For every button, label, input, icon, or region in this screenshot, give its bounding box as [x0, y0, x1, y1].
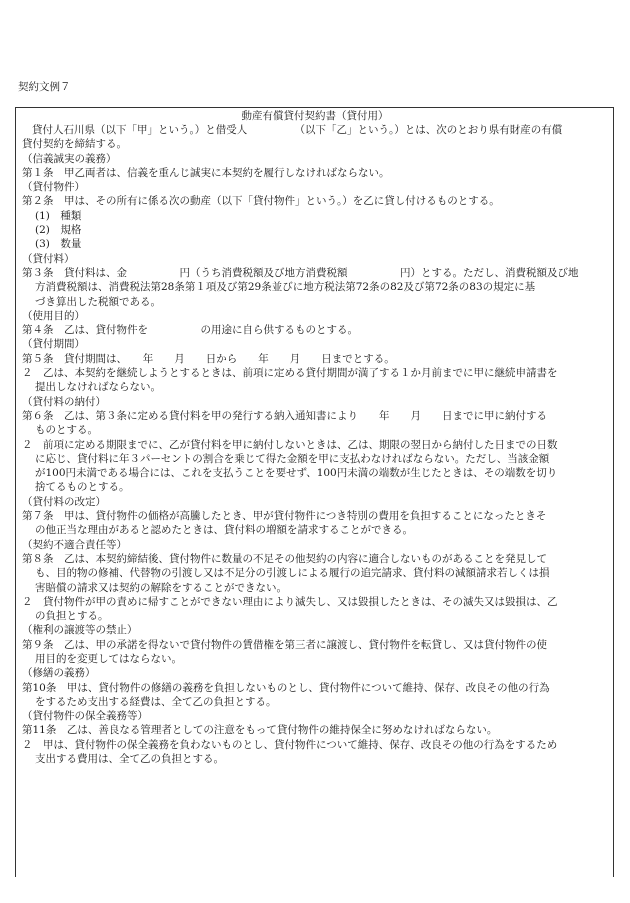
contract-line: 第８条 乙は、本契約締結後、貸付物件に数量の不足その他契約の内容に適合しないものがあることを発見して: [22, 552, 547, 565]
contract-line: 支出する費用は、全て乙の負担とする。: [35, 753, 224, 766]
contract-line: 貸付人石川県（以下「甲」という。）と借受人 （以下「乙」という。）とは、次のとおり県有財産の有償: [32, 124, 563, 136]
contract-line: 第10条 甲は、貸付物件の修繕の義務を負担しないものとし、貸付物件について維持、保存、改良その他の行為: [22, 681, 550, 694]
contract-line: 貸付契約を締結する。: [22, 138, 127, 151]
contract-line: 害賠償の請求又は契約の解除をすることができない。: [35, 581, 287, 594]
contract-line: ２ 甲は、貸付物件の保全義務を負わないものとし、貸付物件について維持、保存、改良その他の行為をするため: [22, 738, 558, 751]
contract-line: （貸付物件の保全義務等）: [22, 710, 148, 723]
contract-line: （契約不適合責任等）: [22, 538, 127, 551]
contract-line: (2) 規格: [35, 224, 82, 237]
contract-line: 用目的を変更してはならない。: [35, 652, 182, 665]
contract-line: づき算出した税額である。: [35, 295, 161, 308]
contract-line: に応じ、貸付料に年３パーセントの割合を乗じて得た金額を甲に支払わなければならない。ただし、当該金額: [35, 452, 550, 465]
contract-line: （修繕の義務）: [22, 667, 96, 680]
contract-line: 第３条 貸付料は、金 円（うち消費税額及び地方消費税額 円）とする。ただし、消費税額及び地: [22, 266, 579, 279]
contract-line: の負担とする。: [35, 610, 109, 623]
contract-line: （貸付料）: [22, 252, 75, 265]
contract-line: も、目的物の修補、代替物の引渡し又は不足分の引渡しによる履行の追完請求、貸付料の減額請求若しくは損: [35, 567, 550, 580]
contract-document-box: [15, 107, 614, 877]
contract-line: （貸付物件）: [22, 181, 85, 194]
contract-line: 第７条 甲は、貸付物件の価格が高騰したとき、甲が貸付物件につき特別の費用を負担することになったときそ: [22, 510, 547, 523]
contract-line: 第５条 貸付期間は、 年 月 日から 年 月 日までとする。: [22, 352, 395, 365]
contract-line: 捨てるものとする。: [35, 481, 130, 494]
contract-line: 第９条 乙は、甲の承諾を得ないで貸付物件の賃借権を第三者に譲渡し、貸付物件を転貸し、又は貸付物件の使: [22, 638, 547, 651]
contract-line: をするため支出する経費は、全て乙の負担とする。: [35, 695, 277, 708]
contract-line: 提出しなければならない。: [35, 381, 161, 394]
contract-line: ものとする。: [35, 424, 98, 437]
page-label: 契約文例７: [18, 81, 71, 93]
contract-line: が100円未満である場合には、これを支払うことを要せず、100円未満の端数が生じたときは、その端数を切り: [35, 467, 558, 480]
contract-line: （使用目的）: [22, 309, 85, 322]
contract-line: 第２条 甲は、その所有に係る次の動産（以下「貸付物件」という。）を乙に貸し付けるものとする。: [22, 195, 500, 208]
contract-title: 動産有償貸付契約書（貸付用）: [241, 110, 389, 122]
contract-line: 第11条 乙は、善良なる管理者としての注意をもって貸付物件の維持保全に努めなければならない。: [22, 724, 498, 737]
contract-line: (3) 数量: [35, 238, 82, 251]
contract-line: (1) 種類: [35, 209, 82, 222]
contract-line: 方消費税額は、消費税法第28条第１項及び第29条並びに地方税法第72条の82及び第72条の83の規定に基: [35, 281, 536, 294]
contract-line: ２ 乙は、本契約を継続しようとするときは、前項に定める貸付期間が満了する１か月前までに甲に継続申請書を: [22, 367, 558, 380]
contract-line: （権利の譲渡等の禁止）: [22, 624, 138, 637]
contract-body: [22, 123, 608, 766]
contract-line: 第６条 乙は、第３条に定める貸付料を甲の発行する納入通知書により 年 月 日までに甲に納付する: [22, 409, 547, 422]
contract-line: 第４条 乙は、貸付物件を の用途に自ら供するものとする。: [22, 324, 358, 337]
contract-line: ２ 貸付物件が甲の責めに帰すことができない理由により滅失し、又は毀損したときは、その滅失又は毀損は、乙: [22, 595, 558, 608]
contract-line: （貸付期間）: [22, 338, 85, 351]
contract-line: （貸付料の改定）: [22, 495, 106, 508]
contract-line: の他正当な理由があると認めたときは、貸付料の増額を請求することができる。: [35, 524, 413, 537]
contract-line: （信義誠実の義務）: [22, 152, 117, 165]
contract-line: （貸付料の納付）: [22, 395, 106, 408]
contract-line: ２ 前項に定める期限までに、乙が貸付料を甲に納付しないときは、乙は、期限の翌日から納付した日までの日数: [22, 438, 558, 451]
contract-line: 第１条 甲乙両者は、信義を重んじ誠実に本契約を履行しなければならない。: [22, 166, 390, 179]
